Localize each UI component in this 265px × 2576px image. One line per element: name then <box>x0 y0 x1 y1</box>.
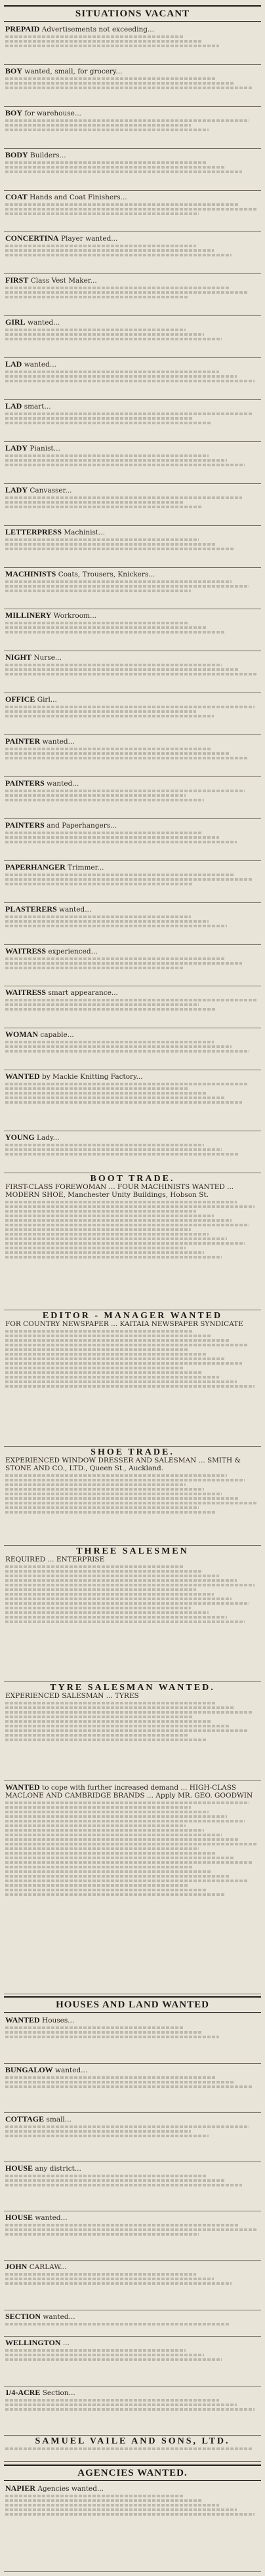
ad-lead-word: COTTAGE <box>5 2114 45 2123</box>
ad-lead-word: LAD <box>5 401 22 411</box>
ad-body-text: Class Vest Maker... <box>30 277 97 285</box>
ad-lead-word: MILLINERY <box>5 611 52 620</box>
illegible-text-lines <box>5 1474 260 1514</box>
ad-lead-word: HOUSE <box>5 2213 33 2223</box>
ad-body-text: small... <box>46 2115 71 2123</box>
ad-body-text: EXPERIENCED WINDOW DRESSER AND SALESMAN ... SMITH & STONE AND CO., LTD., Queen St., Auckland. <box>5 1457 241 1473</box>
illegible-text-lines <box>5 916 260 927</box>
ad-lead-word: WANTED <box>5 1782 40 1792</box>
classified-ad <box>4 400 261 442</box>
illegible-text-lines <box>5 2273 260 2285</box>
ad-lead-word: BOY <box>5 66 23 75</box>
classified-ad <box>4 568 261 610</box>
classified-ad <box>4 316 261 358</box>
ad-body-text: Agencies wanted... <box>37 2485 104 2493</box>
classified-ad <box>4 2211 261 2261</box>
ad-body-text: wanted... <box>42 738 75 746</box>
ad-body-text: ... <box>62 2339 70 2348</box>
ad-lead-word: EDITOR - MANAGER WANTED <box>42 1310 223 1321</box>
ad-lead-word: OFFICE <box>5 694 35 704</box>
classified-ad <box>4 1781 261 1994</box>
classified-ad <box>4 986 261 1028</box>
ad-body-text: wanted... <box>24 361 56 369</box>
ad-body-text: to cope with further increased demand ... HIGH-CLASS MACLONE AND CAMBRIDGE BRANDS ... Apply MR. GEO. GOODWIN <box>5 1784 253 1800</box>
illegible-text-lines <box>5 874 260 885</box>
illegible-text-lines <box>5 2224 260 2236</box>
illegible-text-lines <box>5 2026 260 2038</box>
ad-body-text: Canvasser... <box>30 486 72 494</box>
ad-body-text: Builders... <box>30 151 66 159</box>
illegible-text-lines <box>5 1201 260 1258</box>
ad-lead-word: PLASTERERS <box>5 904 57 914</box>
ad-body-text: Houses... <box>42 2017 75 2025</box>
classified-ad <box>4 609 261 651</box>
ad-lead-word: TYRE SALESMAN WANTED. <box>50 1683 215 1693</box>
illegible-text-lines <box>5 1801 260 1896</box>
ad-body-text: Nurse... <box>33 654 62 662</box>
ad-lead-word: SECTION <box>5 2311 41 2321</box>
ad-lead-word: YOUNG <box>5 1133 35 1142</box>
illegible-text-lines <box>5 413 260 424</box>
illegible-text-lines <box>5 2495 260 2516</box>
display-ad <box>4 2436 261 2463</box>
classified-ad <box>4 2310 261 2337</box>
ad-lead-word: COAT <box>5 191 28 201</box>
display-ad <box>4 1546 261 1683</box>
ad-body-text: by Mackie Knitting Factory... <box>42 1073 143 1081</box>
ad-lead-word: LAD <box>5 359 22 369</box>
illegible-text-lines <box>5 2125 260 2137</box>
illegible-text-lines <box>5 496 260 508</box>
illegible-text-lines <box>5 580 260 592</box>
classified-ad <box>4 693 261 735</box>
classified-ad <box>4 861 261 903</box>
illegible-text-lines <box>5 832 260 843</box>
ad-body-text: Player wanted... <box>60 235 118 243</box>
illegible-text-lines <box>5 538 260 550</box>
illegible-text-lines <box>5 245 260 256</box>
illegible-text-lines <box>5 664 260 675</box>
illegible-text-lines <box>5 161 260 173</box>
ad-lead-word: NAPIER <box>5 2484 36 2493</box>
ad-lead-word: JOHN <box>5 2262 28 2272</box>
illegible-text-lines <box>5 35 260 47</box>
ad-lead-word: PAPERHANGER <box>5 862 66 872</box>
illegible-text-lines <box>5 999 260 1011</box>
classified-ad <box>4 65 261 107</box>
classified-ad <box>4 2014 261 2063</box>
classified-ad <box>4 2113 261 2162</box>
ad-body-text: and Paperhangers... <box>47 821 117 830</box>
ad-body-text: Girl... <box>37 696 57 704</box>
ad-body-text: FOR COUNTRY NEWSPAPER ... KAITAIA NEWSPAPER SYNDICATE <box>5 1319 243 1328</box>
ad-lead-word: LADY <box>5 443 28 453</box>
ad-body-text: wanted... <box>47 780 79 788</box>
classified-ad <box>4 903 261 945</box>
display-ad <box>4 1310 261 1447</box>
illegible-text-lines <box>5 1565 260 1623</box>
illegible-text-lines <box>5 77 260 89</box>
classified-ad <box>4 2386 261 2436</box>
section-ad-list <box>4 2482 261 2572</box>
ad-body-text: Advertisements not exceeding... <box>41 26 154 33</box>
ad-body-text: wanted... <box>59 905 92 914</box>
ad-lead-word: THREE SALESMEN <box>76 1546 189 1556</box>
classified-ad <box>4 232 261 274</box>
ad-lead-word: GIRL <box>5 317 26 327</box>
classified-ad <box>4 651 261 693</box>
illegible-text-lines <box>5 1702 260 1741</box>
classified-ad <box>4 442 261 484</box>
illegible-text-lines <box>5 790 260 801</box>
ad-body-text: experienced... <box>48 947 98 956</box>
illegible-text-lines <box>5 957 260 969</box>
ad-lead-word: WELLINGTON <box>5 2338 61 2348</box>
ad-lead-word: WAITRESS <box>5 946 47 956</box>
ad-body-text: wanted... <box>43 2312 75 2321</box>
classified-ad <box>4 1028 261 1070</box>
section-ad-list <box>4 2014 261 2462</box>
display-ad <box>4 1682 261 1781</box>
ad-body-text: wanted, small, for grocery... <box>24 67 123 75</box>
illegible-text-lines <box>5 2175 260 2186</box>
classified-ad <box>4 2337 261 2386</box>
classified-ad <box>4 2162 261 2211</box>
ad-body-text: wanted... <box>55 2066 88 2074</box>
illegible-text-lines <box>5 203 260 215</box>
classified-ad <box>4 2482 261 2572</box>
section-heading: AGENCIES WANTED. <box>4 2465 261 2481</box>
classified-ad <box>4 945 261 987</box>
ad-body-text: Section... <box>42 2388 75 2397</box>
ad-lead-word: NIGHT <box>5 653 32 662</box>
ad-lead-word: WANTED <box>5 1072 40 1081</box>
ad-body-text: FIRST-CLASS FOREWOMAN ... FOUR MACHINISTS WANTED ... MODERN SHOE, Manchester Unity Buildings, Hobson St. <box>5 1182 234 1199</box>
classified-ad <box>4 149 261 191</box>
classified-ad <box>4 526 261 568</box>
ad-lead-word: MACHINISTS <box>5 569 56 578</box>
section-heading: HOUSES AND LAND WANTED <box>4 1996 261 2013</box>
ad-body-text: Hands and Coat Finishers... <box>30 193 127 201</box>
ad-lead-word: BODY <box>5 150 28 159</box>
ad-lead-word: WAITRESS <box>5 988 47 997</box>
ad-lead-word: BOOT TRADE. <box>90 1173 175 1184</box>
section-ad-list <box>4 23 261 1994</box>
illegible-text-lines <box>5 622 260 634</box>
illegible-text-lines <box>5 2399 260 2411</box>
ad-lead-word: WOMAN <box>5 1030 38 1039</box>
classified-ad <box>4 2261 261 2310</box>
classified-ad <box>4 1070 261 1131</box>
ad-body-text: Lady... <box>37 1134 60 1142</box>
illegible-text-lines <box>5 287 260 298</box>
illegible-text-lines <box>5 1041 260 1053</box>
ad-body-text: smart... <box>24 403 51 411</box>
ad-lead-word: HOUSE <box>5 2163 33 2173</box>
ad-body-text: CARLAW... <box>29 2263 67 2272</box>
ad-lead-word: PAINTERS <box>5 820 45 830</box>
ad-body-text: Pianist... <box>30 444 60 453</box>
classified-ad <box>4 274 261 316</box>
ad-body-text: Workroom... <box>53 612 97 620</box>
classified-ad <box>4 819 261 861</box>
ad-body-text: any district... <box>35 2165 81 2173</box>
illegible-text-lines <box>5 2076 260 2088</box>
classified-ad <box>4 23 261 65</box>
classified-ad <box>4 735 261 777</box>
ad-lead-word: CONCERTINA <box>5 233 59 243</box>
ad-lead-word: LADY <box>5 485 28 494</box>
illegible-text-lines <box>5 2447 260 2450</box>
illegible-text-lines <box>5 2323 260 2325</box>
illegible-text-lines <box>5 454 260 466</box>
ad-lead-word: SAMUEL VAILE AND SONS, LTD. <box>35 2436 230 2446</box>
illegible-text-lines <box>5 371 260 382</box>
ad-lead-word: FIRST <box>5 275 29 285</box>
ad-body-text: wanted... <box>28 319 60 327</box>
illegible-text-lines <box>5 119 260 131</box>
classified-ad <box>4 191 261 233</box>
ad-lead-word: PAINTERS <box>5 778 45 788</box>
ad-lead-word: BUNGALOW <box>5 2064 53 2074</box>
illegible-text-lines <box>5 329 260 340</box>
display-ad <box>4 1447 261 1546</box>
ad-body-text: Trimmer... <box>68 863 104 872</box>
section-heading: SITUATIONS VACANT <box>4 5 261 22</box>
illegible-text-lines <box>5 1144 260 1156</box>
classified-ad <box>4 2064 261 2113</box>
ad-body-text: Machinist... <box>64 528 106 536</box>
ad-lead-word: 1/4-ACRE <box>5 2387 41 2397</box>
illegible-text-lines <box>5 1083 260 1104</box>
illegible-text-lines <box>5 748 260 759</box>
classified-ad <box>4 777 261 819</box>
ad-body-text: REQUIRED ... ENTERPRISE <box>5 1555 105 1563</box>
classified-ad <box>4 358 261 400</box>
illegible-text-lines <box>5 706 260 717</box>
ad-lead-word: BOY <box>5 108 23 117</box>
ad-lead-word: PREPAID <box>5 24 40 33</box>
ad-lead-word: WANTED <box>5 2015 40 2025</box>
classified-ad <box>4 1131 261 1173</box>
ad-body-text: EXPERIENCED SALESMAN ... TYRES <box>5 1692 139 1701</box>
display-ad <box>4 1173 261 1310</box>
ad-lead-word: SHOE TRADE. <box>91 1447 174 1458</box>
ad-body-text: wanted... <box>35 2214 68 2223</box>
ad-body-text: capable... <box>40 1031 74 1039</box>
ad-lead-word: PAINTER <box>5 736 41 746</box>
classified-ad <box>4 107 261 149</box>
ad-lead-word: LETTERPRESS <box>5 527 62 536</box>
illegible-text-lines <box>5 1330 260 1388</box>
ad-body-text: for warehouse... <box>24 109 81 117</box>
ad-body-text: Coats, Trousers, Knickers... <box>58 570 155 578</box>
ad-body-text: smart appearance... <box>48 989 118 997</box>
classified-ad <box>4 484 261 526</box>
illegible-text-lines <box>5 2349 260 2361</box>
